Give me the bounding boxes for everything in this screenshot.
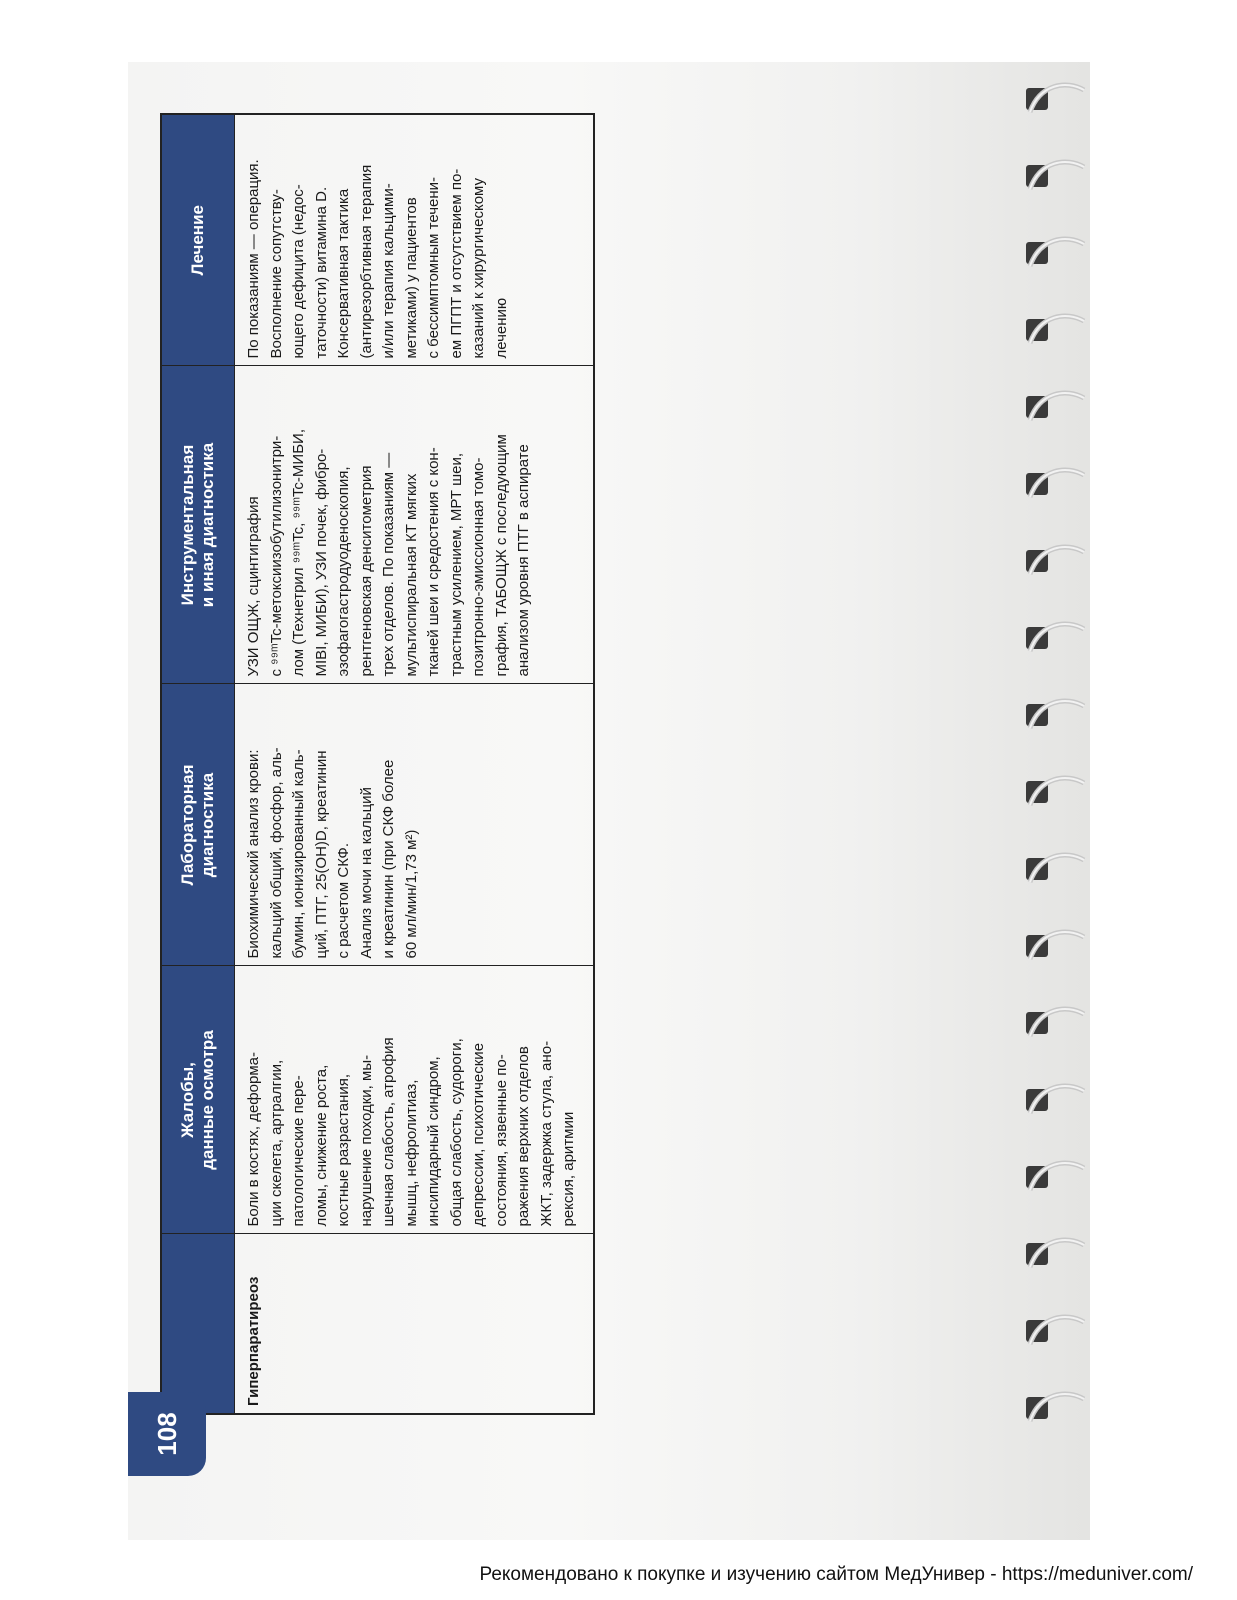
cell-line: общая слабость, судороги, — [447, 1038, 465, 1227]
cell-line: Восполнение сопутству- — [267, 189, 285, 359]
spiral-coil — [1020, 155, 1090, 199]
spiral-coil — [1020, 617, 1090, 661]
spiral-coil — [1020, 925, 1090, 969]
cell-line: трастным усилением, МРТ шеи, — [447, 452, 465, 677]
cell-line: инсипидарный синдром, — [425, 1056, 442, 1227]
table-header-row — [161, 114, 235, 1414]
spiral-coil — [1020, 1310, 1090, 1354]
spiral-coil — [1020, 1387, 1090, 1431]
cell-line: бумин, ионизированный каль- — [290, 749, 307, 959]
cell-line: с бессимптомным течени- — [425, 176, 442, 359]
cell-line: трех отделов. По показаниям — — [380, 452, 397, 677]
header-line: диагностика — [198, 772, 217, 878]
cell-line: и креатинин (при СКФ более — [380, 759, 397, 959]
cell-line: тканей шеи и средостения с кон- — [425, 447, 442, 677]
spiral-coil — [1020, 463, 1090, 507]
cell-line: УЗИ ОЩЖ, сцинтиграфия — [245, 496, 262, 677]
cell-line: ем ПГПТ и отсутствием по- — [447, 168, 465, 359]
page-number: 108 — [152, 1412, 182, 1456]
cell-line: Анализ мочи на кальций — [357, 787, 375, 959]
instrumental-cell — [235, 366, 595, 684]
header-complaints — [161, 966, 235, 1234]
cell-line: эзофагогастродуоденоскопия, — [335, 466, 352, 677]
cell-line: MIBI, МИБИ), УЗИ почек, фибро- — [312, 448, 330, 677]
cell-line: шечная слабость, атрофия — [380, 1037, 397, 1227]
header-line: данные осмотра — [198, 1030, 217, 1170]
cell-line: патологические пере- — [290, 1075, 307, 1227]
cell-line: казаний к хирургическому — [470, 177, 487, 359]
cell-line: ций, ПТГ, 25(ОН)D, креатинин — [312, 750, 330, 959]
rotated-table-container — [160, 115, 595, 1415]
diagnosis-table — [160, 113, 595, 1415]
cell-line: ражения верхних отделов — [515, 1046, 532, 1227]
cell-line: позитронно-эмиссионная томо- — [470, 457, 487, 677]
table-row — [235, 114, 595, 1414]
header-treatment — [161, 114, 235, 366]
spiral-coil — [1020, 309, 1090, 353]
cell-line: метиками) у пациентов — [402, 197, 420, 359]
header-line: Инструментальная — [178, 444, 197, 606]
cell-line: и/или терапия кальцими- — [380, 183, 397, 359]
spiral-coil — [1020, 540, 1090, 584]
cell-line: ции скелета, артралгии, — [267, 1059, 285, 1227]
spiral-coil — [1020, 1233, 1090, 1277]
cell-line: с ⁹⁹ᵐTc-метоксиизобутилизонитри- — [267, 435, 285, 677]
cell-line: депрессии, психотические — [470, 1042, 487, 1227]
cell-line: мультиспиральная КТ мягких — [402, 473, 420, 677]
cell-line: Боли в костях, деформа- — [245, 1052, 262, 1227]
spiral-coil — [1020, 848, 1090, 892]
cell-line: костные разрастания, — [335, 1073, 352, 1227]
cell-line: с расчетом СКФ. — [335, 843, 352, 959]
cell-line: кальций общий, фосфор, аль- — [267, 747, 285, 959]
cell-line: графия, ТАБОЩЖ с последующим — [492, 434, 510, 677]
diagnosis-cell: Гиперпаратиреоз — [235, 1234, 595, 1414]
cell-line: Консервативная тактика — [335, 188, 352, 359]
cell-line: Биохимический анализ крови: — [245, 749, 262, 959]
header-cell — [161, 1234, 235, 1414]
header-line: и иная диагностика — [198, 442, 217, 608]
cell-line: По показаниям — операция. — [245, 159, 262, 359]
page-number-tab — [128, 1392, 206, 1476]
cell-line: анализом уровня ПТГ в аспирате — [515, 444, 532, 677]
cell-line: рентгеновская денситометрия — [357, 465, 375, 677]
cell-line: 60 мл/мин/1,73 м²) — [402, 829, 420, 959]
footer-text: Рекомендовано к покупке и изучению сайтом МедУнивер - https://meduniver.com/ — [479, 1564, 1193, 1585]
spiral-coil — [1020, 386, 1090, 430]
cell-line: рексия, аритмии — [560, 1111, 577, 1227]
complaints-cell — [235, 966, 595, 1234]
spiral-coil — [1020, 1079, 1090, 1123]
header-line: Лабораторная — [178, 764, 197, 886]
spiral-coil — [1020, 771, 1090, 815]
cell-line: (антирезорбтивная терапия — [357, 164, 375, 359]
cell-line: таточности) витамина D. — [312, 186, 330, 359]
cell-line: лом (Технетрил ⁹⁹ᵐTc, ⁹⁹ᵐTc-МИБИ, — [290, 429, 307, 677]
header-line: Лечение — [188, 205, 207, 276]
cell-line: состояния, язвенные по- — [492, 1054, 510, 1227]
lab-cell — [235, 684, 595, 966]
cell-line: лечению — [492, 297, 510, 359]
cell-line: нарушение походки, мы- — [357, 1054, 375, 1227]
spiral-binding — [1020, 70, 1100, 1490]
spiral-coil — [1020, 694, 1090, 738]
treatment-cell — [235, 114, 595, 366]
header-lab — [161, 684, 235, 966]
cell-line: ющего дефицита (недос- — [290, 184, 307, 359]
spiral-coil — [1020, 232, 1090, 276]
spiral-coil — [1020, 1156, 1090, 1200]
spiral-coil — [1020, 1002, 1090, 1046]
header-line: Жалобы, — [178, 1062, 197, 1138]
cell-line: мышц, нефролитиаз, — [402, 1079, 420, 1227]
cell-line: ЖКТ, задержка стула, ано- — [537, 1040, 555, 1227]
spiral-coil — [1020, 78, 1090, 122]
cell-line: ломы, снижение роста, — [312, 1064, 330, 1227]
header-instrumental — [161, 366, 235, 684]
